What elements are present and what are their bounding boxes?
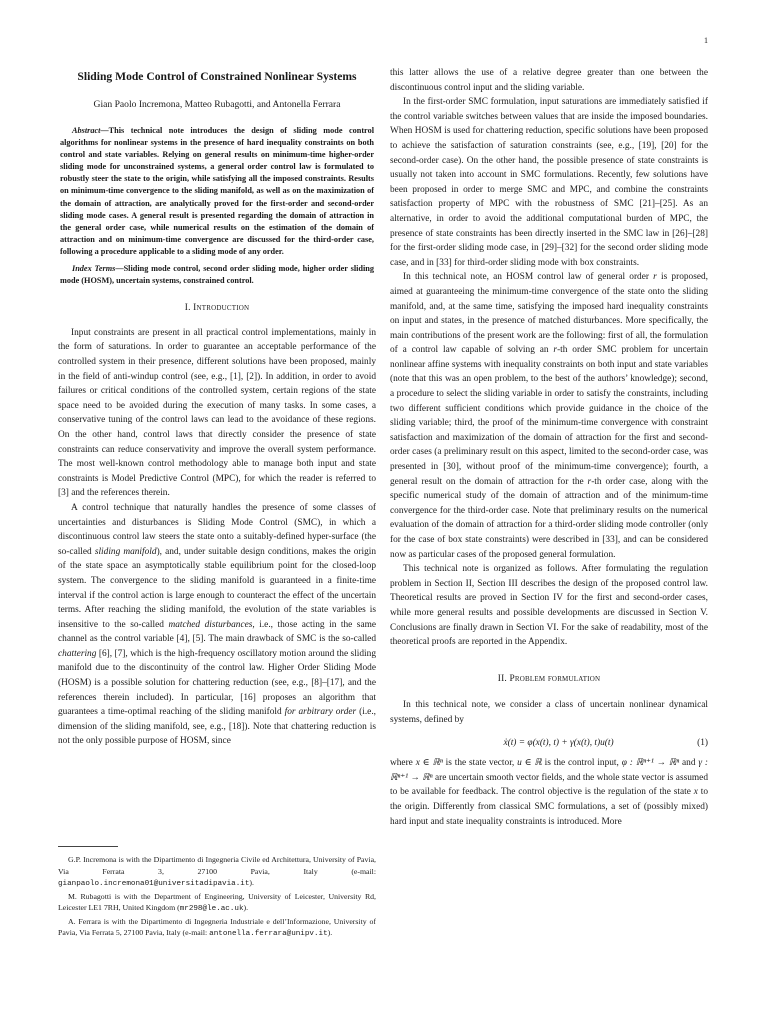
problem-paragraph-2: where x ∈ ℝⁿ is the state vector, u ∈ ℝ is the control input, φ : ℝⁿ⁺¹ → ℝⁿ and γ : ℝⁿ⁺¹ → ℝⁿ are uncertain smooth vector fields, and the whole state vector is assumed to be available for feedback. The control objective is the regulation of the state x to the origin. Differently from classical SMC formulations, a set of (possibly mixed) hard input and state inequality constraints is introduced. More [390,758,708,827]
paper-title: Sliding Mode Control of Constrained Nonlinear Systems [77,70,357,83]
intro-paragraph-3: In the first-order SMC formulation, input saturations are immediately satisfied if the control variable switches between values that are inside the imposed boundaries. When HOSM is used for chattering reduction, specific solutions have been proposed to achieve the satisfaction of saturation constraints (see, e.g., [19], [20] for the second-order case). On the other hand, the possible presence of state constraints is usually not taken into account in SMC formulations. Recently, few solutions have been proposed in order to merge SMC and MPC, and combine the constraints satisfaction property of MPC with the robustness of SMC [21]–[25]. As an alternative, in order to avoid the additional computational burden of MPC, the presence of state constraints has been directly inserted in the SMC law in [26]–[28] for the first-order sliding mode case, in [29]–[32] for the second order sliding mode case, and in [33] for third-order sliding mode with box constraints. [390,97,708,268]
term-arbitrary-order: for arbitrary order [284,707,357,718]
footnote-rule [58,846,118,847]
intro-paragraph-5: This technical note is organized as follows. After formulating the regulation problem in Section II, Section III describes the design of the proposed control law. Theoretical results are proved in Section IV for the first and second-order cases, while more general results and possible developments are discussed in Section V. Conclusions are finally drawn in Section VI. For the sake of readability, most of the theoretical proofs are reported in the Appendix. [390,564,708,648]
intro-paragraph-2-cont: this latter allows the use of a relative degree greater than one between the discontinuous control input and the sliding variable. [390,68,708,93]
section-title: Introduction [193,303,250,314]
section-number: I. [184,303,191,314]
intro-paragraph-4: In this technical note, an HOSM control law of general order r is proposed, aimed at guaranteeing the minimum-time convergence of the state onto the sliding manifold, and, at the same time, satisfying the imposed hard inequality constraints on input and states, in the presence of matched disturbances. More specifically, the main contributions of the present work are the following: first of all, the formulation of a control law capable of solving an r-th order SMC problem for uncertain nonlinear affine systems with inequality constraints on both input and state variables (note that this was an open problem, to the best of the authors’ knowledge); second, a procedure to select the sliding variable in order to satisfy the constraints, including two different sufficient conditions which provide guidance in the choice of the sliding variable; third, the proof of the minimum-time convergence with constraint satisfaction and maximization of the domain of attraction for the first and second-order cases (a preliminary result on this aspect, limited to the second-order case, was presented in [30], without proof of the minimum-time convergence); fourth, a general result on the domain of attraction for the r-th order case, along with the specific numerical study of the domain of attraction and of the minimum-time convergence for the third-order case. Note that preliminary results on the numerical evaluation of the domain of attraction for a third-order sliding mode controller (only for the case of box state constraints) were described in [33], and can be considered now as particular cases of the proposed general formulation. [390,272,708,560]
abstract-text: —This technical note introduces the design of sliding mode control algorithms for nonlinear systems in the presence of hard inequality constraints on both control and state variables. Relying on general results on minimum-time higher-order sliding mode for unconstrained systems, a general order control law is formulated to robustly steer the state to the origin, while satisfying all the imposed constraints. Results on minimum-time convergence to the sliding manifold, as well as on the maximization of the domain of attraction, are analytically proved for the first-order and second-order sliding mode cases. A general result is presented regarding the domain of attraction in the general order case, while numerical results on the estimation of the domain of attraction and on minimum-time convergence are discussed for the third-order case, following a procedure applicable to a sliding mode of any order. [60,126,374,256]
email-rubagotti: mr298@le.ac.uk [179,905,244,913]
footnote-rubagotti: M. Rubagotti is with the Department of Engineering, University of Leicester, University Rd, Leicester LE1 7RH, United Kingdom (mr298@le.ac.uk). [58,891,376,913]
index-terms-lead: Index Terms [72,264,116,274]
abstract-lead: Abstract [72,126,101,135]
intro-paragraph-1: Input constraints are present in all practical control implementations, mainly in the form of saturations. In order to guarantee an acceptable performance of the controlled system in their presence, different solutions have been proposed, mainly in the field of anti-windup control (see, e.g., [1], [2]). In addition, in order to avoid failures or critical conditions of the controlled system, certain regions of the state space need to be avoided during the execution of many tasks. In some cases, a conservative tuning of the control laws can lead to the avoidance of these regions. On the other hand, control laws that directly consider the presence of state constraints can reduce conservativity and improve the overall system performance. The most well-known control methodology able to manage both input and state constraints is Model Predictive Control (MPC), for which the reader is referred to [3] and the references therein. [58,327,376,499]
abstract [58,125,376,287]
page-number: 1 [704,36,708,45]
section-heading-introduction [58,301,376,316]
section-number: II. [497,673,507,684]
author-list: Gian Paolo Incremona, Matteo Rubagotti, and Antonella Ferrara [93,99,341,110]
email-ferrara: antonella.ferrara@unipv.it [209,930,328,938]
footnote-incremona: G.P. Incremona is with the Dipartimento di Ingegneria Civile ed Architettura, University of Pavia, Via Ferrata 3, 27100 Pavia, Italy (e-mail: gianpaolo.incremona01@universitadipavia.it). [58,855,376,888]
intro-paragraph-2: A control technique that naturally handles the presence of some classes of uncertainties and disturbances is Sliding Mode Control (SMC), in which a discontinuous control law steers the state onto a suitably-defined hyper-surface (the so-called sliding manifold), and, under suitable design conditions, makes the origin of the state space an asymptotically stable equilibrium point for the closed-loop system. The convergence to the sliding manifold is guaranteed in a finite-time interval if the control action is large enough to counteract the effect of the uncertain terms. After reaching the sliding manifold, the evolution of the state variables is insensitive to the so-called matched disturbances, i.e., those acting in the same channel as the control variable [4], [5]. The main drawback of SMC is the so-called chattering [6], [7], which is the high-frequency oscillatory motion around the sliding manifold due to the discontinuity of the control law. Higher Order Sliding Mode (HOSM) is a possible solution for chattering reduction (see, e.g., [8]–[17], and the references therein included). In particular, [16] proposes an algorithm that guarantees a time-optimal reaching of the sliding manifold for arbitrary order (i.e., dimension of the sliding manifold, see, e.g., [18]). Note that chattering reduction is not the only possible purpose of HOSM, since [58,502,377,747]
email-incremona: gianpaolo.incremona01@universitadipavia.it [58,880,250,888]
left-column [58,66,376,749]
equation-number: (1) [697,737,708,748]
author-footnotes [58,854,376,941]
term-chattering: chattering [58,648,97,659]
problem-paragraph-1: In this technical note, we consider a class of uncertain nonlinear dynamical systems, defined by [390,700,708,725]
equation-body: ẋ(t) = φ(x(t), t) + γ(x(t), t)u(t) [503,737,614,748]
right-column [390,66,708,829]
equation-1 [390,736,708,751]
section-heading-problem-formulation [390,672,708,687]
section-title: Problem formulation [509,673,601,684]
footnote-ferrara: A. Ferrara is with the Dipartimento di Ingegneria Industriale e dell’Informazione, University of Pavia, Via Ferrata 5, 27100 Pavia, Italy (e-mail: antonella.ferrara@unipv.it). [58,916,376,938]
term-matched-disturbances: matched disturbances [168,619,253,630]
term-sliding-manifold: sliding manifold [94,546,157,557]
index-terms-text: —Sliding mode control, second order sliding mode, higher order sliding mode (HOSM), uncertain systems, constrained control. [60,264,374,286]
